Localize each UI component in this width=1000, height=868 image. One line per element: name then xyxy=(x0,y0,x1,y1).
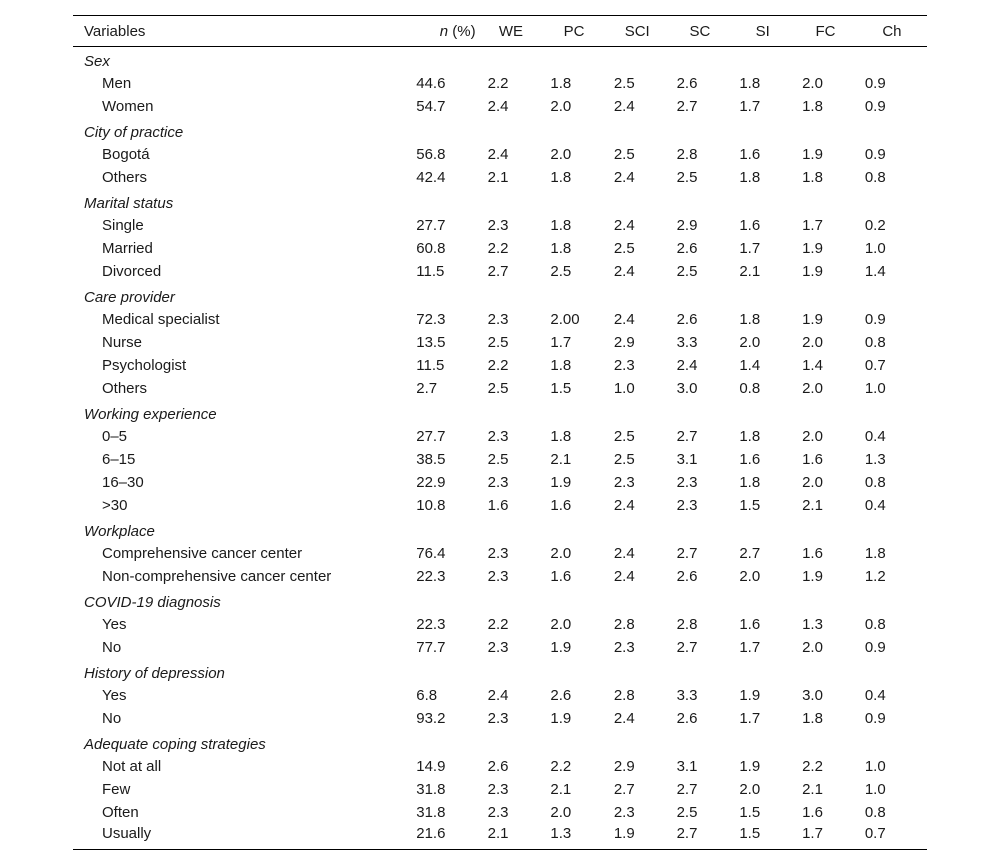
cell-sc: 3.3 xyxy=(676,333,698,351)
cell-pc: 2.5 xyxy=(550,262,572,280)
cell-fc: 3.0 xyxy=(802,686,823,704)
group-label: Sex xyxy=(84,52,110,70)
cell-ch: 0.7 xyxy=(857,824,927,850)
cell-sc: 2.7 xyxy=(676,427,698,445)
cell-si: 2.0 xyxy=(739,333,761,351)
cell-n-percent: 42.4 xyxy=(416,168,446,186)
cell-pc: 2.6 xyxy=(550,686,572,704)
cell-si: 1.6 xyxy=(739,615,761,633)
row-label: Psychologist xyxy=(102,356,187,374)
cell-sci: 2.8 xyxy=(613,615,635,633)
cell-sc: 2.8 xyxy=(676,615,698,633)
cell-sc: 2.5 xyxy=(676,803,698,821)
cell-n-percent: 44.6 xyxy=(416,74,446,92)
cell-sc: 2.6 xyxy=(676,239,698,257)
cell-pc: 2.0 xyxy=(550,803,572,821)
group-label: Workplace xyxy=(84,522,155,540)
cell-pc: 1.6 xyxy=(550,496,572,514)
cell-fc: 1.3 xyxy=(802,615,823,633)
table-row xyxy=(73,354,927,377)
table-row xyxy=(73,613,927,636)
cell-we: 2.4 xyxy=(487,686,509,704)
cell-ch: 0.9 xyxy=(864,310,886,328)
cell-ch: 0.4 xyxy=(864,686,886,704)
cell-fc: 2.0 xyxy=(802,638,823,656)
cell-we: 2.3 xyxy=(487,473,509,491)
cell-sci: 2.4 xyxy=(613,709,635,727)
cell-si: 2.0 xyxy=(739,780,761,798)
cell-n-percent: 6.8 xyxy=(416,686,438,704)
cell-si: 1.7 xyxy=(739,638,761,656)
cell-si: 1.5 xyxy=(739,803,761,821)
cell-fc: 2.2 xyxy=(802,757,823,775)
row-label: No xyxy=(102,709,122,727)
cell-si: 1.7 xyxy=(739,239,761,257)
cell-si: 1.8 xyxy=(739,74,761,92)
group-label: Adequate coping strategies xyxy=(84,735,266,753)
cell-ch: 0.9 xyxy=(864,145,886,163)
cell-fc: 2.0 xyxy=(802,473,823,491)
header-we: WE xyxy=(480,16,543,47)
cell-si: 1.4 xyxy=(739,356,761,374)
cell-ch: 0.8 xyxy=(864,333,886,351)
cell-pc: 2.0 xyxy=(550,544,572,562)
cell-n-percent: 10.8 xyxy=(416,496,446,514)
table-row xyxy=(73,778,927,801)
table-row xyxy=(73,542,927,565)
row-label: 6–15 xyxy=(102,450,136,468)
row-label: Men xyxy=(102,74,132,92)
row-label: No xyxy=(102,638,122,656)
cell-n-percent: 56.8 xyxy=(416,145,446,163)
row-label: Yes xyxy=(102,615,127,633)
cell-we: 2.6 xyxy=(487,757,509,775)
cell-n-percent: 76.4 xyxy=(416,544,446,562)
cell-si: 1.5 xyxy=(739,496,761,514)
cell-we: 2.3 xyxy=(487,544,509,562)
cell-si: 1.7 xyxy=(739,709,761,727)
table-row xyxy=(73,72,927,95)
cell-fc: 1.6 xyxy=(802,544,823,562)
cell-fc: 1.4 xyxy=(802,356,823,374)
cell-fc: 1.8 xyxy=(802,709,823,727)
cell-pc: 1.8 xyxy=(550,427,572,445)
cell-pc: 2.00 xyxy=(550,310,580,328)
cell-n-percent: 27.7 xyxy=(416,427,446,445)
row-label: Women xyxy=(102,97,154,115)
cell-fc: 1.6 xyxy=(802,450,823,468)
cell-n-percent: 22.3 xyxy=(416,567,446,585)
table-row xyxy=(73,95,927,118)
cell-si: 1.9 xyxy=(739,686,761,704)
cell-sci: 2.9 xyxy=(613,333,635,351)
cell-we: 2.3 xyxy=(487,567,509,585)
header-row xyxy=(73,16,927,47)
table-row xyxy=(73,755,927,778)
row-label: Medical specialist xyxy=(102,310,220,328)
cell-n-percent: 11.5 xyxy=(416,356,445,374)
cell-si: 1.6 xyxy=(739,450,761,468)
cell-pc: 2.1 xyxy=(550,450,572,468)
cell-sc: 2.5 xyxy=(676,262,698,280)
header-pc: PC xyxy=(542,16,605,47)
group-header-row xyxy=(73,659,927,684)
cell-sc: 2.5 xyxy=(676,168,698,186)
header-fc: FC xyxy=(794,16,857,47)
cell-ch: 0.9 xyxy=(864,709,886,727)
cell-n-percent: 2.7 xyxy=(416,379,438,397)
header-sci: SCI xyxy=(606,16,669,47)
row-label: Bogotá xyxy=(102,145,150,163)
cell-we: 2.3 xyxy=(487,803,509,821)
cell-fc: 2.0 xyxy=(802,333,823,351)
table-row xyxy=(73,308,927,331)
table-row xyxy=(73,425,927,448)
cell-ch: 0.4 xyxy=(864,427,886,445)
cell-we: 2.2 xyxy=(487,356,509,374)
table-row xyxy=(73,214,927,237)
cell-we: 2.3 xyxy=(487,709,509,727)
cell-ch: 1.0 xyxy=(864,239,886,257)
cell-we: 2.3 xyxy=(487,780,509,798)
table-row xyxy=(73,377,927,400)
cell-sc: 2.9 xyxy=(676,216,698,234)
cell-pc: 2.0 xyxy=(550,97,572,115)
group-label: Working experience xyxy=(84,405,217,423)
cell-fc: 2.0 xyxy=(802,379,823,397)
cell-we: 2.5 xyxy=(487,450,509,468)
cell-ch: 0.8 xyxy=(864,615,886,633)
row-label: Non-comprehensive cancer center xyxy=(102,567,332,585)
data-table xyxy=(73,15,927,850)
cell-sci: 2.4 xyxy=(613,168,635,186)
cell-sc: 3.1 xyxy=(676,757,698,775)
table-row xyxy=(73,684,927,707)
header-pct: (%) xyxy=(448,22,476,40)
table-row xyxy=(73,143,927,166)
row-label: 0–5 xyxy=(102,427,128,445)
cell-n-percent: 93.2 xyxy=(416,709,446,727)
cell-sci: 2.4 xyxy=(613,567,635,585)
row-label: Single xyxy=(102,216,144,234)
cell-si: 1.8 xyxy=(739,427,761,445)
cell-pc: 1.3 xyxy=(542,824,605,850)
cell-n-percent: 13.5 xyxy=(416,333,446,351)
header-sc: SC xyxy=(669,16,732,47)
cell-si: 1.7 xyxy=(739,97,761,115)
cell-we: 2.5 xyxy=(487,379,509,397)
cell-ch: 0.9 xyxy=(864,97,886,115)
group-header-row xyxy=(73,400,927,425)
cell-ch: 0.9 xyxy=(864,638,886,656)
cell-n-percent: 77.7 xyxy=(416,638,446,656)
cell-ch: 1.8 xyxy=(864,544,886,562)
table-row xyxy=(73,448,927,471)
row-label: Others xyxy=(102,379,148,397)
cell-n-percent: 54.7 xyxy=(416,97,446,115)
row-label: Often xyxy=(102,803,139,821)
cell-ch: 0.8 xyxy=(864,473,886,491)
cell-sci: 2.5 xyxy=(613,145,635,163)
cell-pc: 1.8 xyxy=(550,356,572,374)
cell-sci: 2.9 xyxy=(613,757,635,775)
cell-si: 2.1 xyxy=(739,262,761,280)
cell-sc: 2.8 xyxy=(676,145,698,163)
table-row xyxy=(73,471,927,494)
cell-fc: 2.0 xyxy=(802,74,823,92)
cell-sc: 2.7 xyxy=(669,824,732,850)
cell-pc: 1.9 xyxy=(550,638,572,656)
cell-sc: 2.6 xyxy=(676,74,698,92)
header-si: SI xyxy=(731,16,794,47)
cell-pc: 2.0 xyxy=(550,145,572,163)
cell-n-percent: 11.5 xyxy=(416,262,445,280)
cell-pc: 2.1 xyxy=(550,780,572,798)
table-row xyxy=(73,636,927,659)
cell-sci: 2.5 xyxy=(613,450,635,468)
cell-ch: 0.7 xyxy=(864,356,886,374)
cell-fc: 1.9 xyxy=(802,310,823,328)
cell-sci: 2.5 xyxy=(613,427,635,445)
row-label: >30 xyxy=(102,496,128,514)
group-header-row xyxy=(73,47,927,72)
table-row xyxy=(73,237,927,260)
cell-fc: 1.8 xyxy=(802,97,823,115)
header-ch: Ch xyxy=(857,16,927,47)
row-label: Nurse xyxy=(102,333,143,351)
cell-pc: 1.8 xyxy=(550,74,572,92)
cell-si: 1.6 xyxy=(739,145,761,163)
cell-pc: 1.9 xyxy=(550,709,572,727)
cell-ch: 1.2 xyxy=(864,567,886,585)
cell-si: 2.7 xyxy=(739,544,761,562)
cell-fc: 1.7 xyxy=(802,216,823,234)
cell-sc: 2.6 xyxy=(676,567,698,585)
cell-n-percent: 27.7 xyxy=(416,216,446,234)
cell-we: 2.3 xyxy=(487,427,509,445)
group-label: Care provider xyxy=(84,288,175,306)
cell-sci: 2.3 xyxy=(613,356,635,374)
group-header-row xyxy=(73,517,927,542)
cell-sc: 3.1 xyxy=(676,450,698,468)
cell-ch: 1.3 xyxy=(864,450,886,468)
cell-si: 1.8 xyxy=(739,310,761,328)
row-label: Usually xyxy=(73,824,412,850)
cell-sci: 2.4 xyxy=(613,97,635,115)
cell-ch: 1.0 xyxy=(864,780,886,798)
cell-ch: 0.2 xyxy=(864,216,886,234)
cell-fc: 2.1 xyxy=(802,780,823,798)
cell-we: 2.3 xyxy=(487,310,509,328)
cell-pc: 2.2 xyxy=(550,757,572,775)
cell-sci: 1.9 xyxy=(606,824,669,850)
cell-fc: 2.0 xyxy=(802,427,823,445)
cell-we: 2.4 xyxy=(487,145,509,163)
row-label: Comprehensive cancer center xyxy=(102,544,303,562)
table-row xyxy=(73,260,927,283)
cell-sci: 2.4 xyxy=(613,262,635,280)
cell-sci: 2.4 xyxy=(613,216,635,234)
cell-we: 2.2 xyxy=(487,74,509,92)
group-header-row xyxy=(73,118,927,143)
cell-we: 2.2 xyxy=(487,615,509,633)
cell-sci: 2.8 xyxy=(613,686,635,704)
cell-si: 0.8 xyxy=(739,379,761,397)
cell-sci: 2.4 xyxy=(613,544,635,562)
group-label: Marital status xyxy=(84,194,174,212)
row-label: Divorced xyxy=(102,262,162,280)
cell-ch: 1.0 xyxy=(864,379,886,397)
cell-sc: 2.6 xyxy=(676,310,698,328)
cell-ch: 1.4 xyxy=(864,262,886,280)
cell-ch: 1.0 xyxy=(864,757,886,775)
cell-ch: 0.8 xyxy=(864,803,886,821)
cell-fc: 1.9 xyxy=(802,239,823,257)
cell-sc: 2.7 xyxy=(676,780,698,798)
row-label: Few xyxy=(102,780,131,798)
cell-sci: 2.3 xyxy=(613,803,635,821)
cell-we: 2.1 xyxy=(480,824,543,850)
cell-we: 2.7 xyxy=(487,262,509,280)
cell-n-percent: 31.8 xyxy=(416,780,446,798)
cell-n-percent: 22.9 xyxy=(416,473,446,491)
cell-n-percent: 38.5 xyxy=(416,450,446,468)
group-header-row xyxy=(73,730,927,755)
cell-n-percent: 72.3 xyxy=(416,310,446,328)
cell-si: 1.6 xyxy=(739,216,761,234)
cell-pc: 1.9 xyxy=(550,473,572,491)
header-variables: Variables xyxy=(73,16,412,47)
cell-si: 2.0 xyxy=(739,567,761,585)
table-header xyxy=(73,16,927,47)
table-row xyxy=(73,331,927,354)
row-label: Married xyxy=(102,239,153,257)
cell-pc: 1.8 xyxy=(550,239,572,257)
cell-sci: 1.0 xyxy=(613,379,635,397)
cell-si: 1.8 xyxy=(739,473,761,491)
table-row xyxy=(73,801,927,824)
cell-sci: 2.3 xyxy=(613,473,635,491)
cell-we: 1.6 xyxy=(487,496,509,514)
row-label: Yes xyxy=(102,686,127,704)
cell-sci: 2.5 xyxy=(613,239,635,257)
cell-sci: 2.4 xyxy=(613,496,635,514)
cell-sc: 2.7 xyxy=(676,544,698,562)
cell-sc: 2.4 xyxy=(676,356,698,374)
cell-pc: 1.5 xyxy=(550,379,572,397)
cell-n-percent: 60.8 xyxy=(416,239,446,257)
cell-fc: 1.8 xyxy=(802,168,823,186)
table-row xyxy=(73,565,927,588)
cell-ch: 0.9 xyxy=(864,74,886,92)
cell-si: 1.9 xyxy=(739,757,761,775)
table-row xyxy=(73,166,927,189)
cell-fc: 2.1 xyxy=(802,496,823,514)
cell-we: 2.3 xyxy=(487,638,509,656)
cell-n-percent: 22.3 xyxy=(416,615,446,633)
cell-si: 1.8 xyxy=(739,168,761,186)
row-label: Not at all xyxy=(102,757,162,775)
cell-n-percent: 21.6 xyxy=(412,824,479,850)
cell-fc: 1.9 xyxy=(802,262,823,280)
cell-sci: 2.3 xyxy=(613,638,635,656)
table-body xyxy=(73,47,927,850)
table-row xyxy=(73,494,927,517)
cell-pc: 1.8 xyxy=(550,168,572,186)
cell-we: 2.2 xyxy=(487,239,509,257)
cell-fc: 1.9 xyxy=(802,567,823,585)
row-label: 16–30 xyxy=(102,473,144,491)
group-header-row xyxy=(73,588,927,613)
group-label: City of practice xyxy=(84,123,184,141)
cell-sci: 2.5 xyxy=(613,74,635,92)
cell-n-percent: 14.9 xyxy=(416,757,446,775)
header-n: n xyxy=(439,22,449,40)
cell-we: 2.5 xyxy=(487,333,509,351)
cell-ch: 0.4 xyxy=(864,496,886,514)
cell-sc: 2.7 xyxy=(676,97,698,115)
cell-sci: 2.4 xyxy=(613,310,635,328)
cell-sc: 3.3 xyxy=(676,686,698,704)
cell-fc: 1.9 xyxy=(802,145,823,163)
cell-si: 1.5 xyxy=(731,824,794,850)
cell-sc: 2.6 xyxy=(676,709,698,727)
group-header-row xyxy=(73,283,927,308)
cell-sc: 2.3 xyxy=(676,473,698,491)
cell-pc: 2.0 xyxy=(550,615,572,633)
cell-we: 2.3 xyxy=(487,216,509,234)
cell-pc: 1.7 xyxy=(550,333,572,351)
row-label: Others xyxy=(102,168,148,186)
cell-pc: 1.6 xyxy=(550,567,572,585)
cell-we: 2.1 xyxy=(487,168,509,186)
cell-pc: 1.8 xyxy=(550,216,572,234)
cell-ch: 0.8 xyxy=(864,168,886,186)
cell-sc: 2.3 xyxy=(676,496,698,514)
cell-fc: 1.7 xyxy=(794,824,857,850)
cell-sc: 2.7 xyxy=(676,638,698,656)
group-header-row xyxy=(73,189,927,214)
cell-sci: 2.7 xyxy=(613,780,635,798)
group-label: History of depression xyxy=(84,664,225,682)
cell-fc: 1.6 xyxy=(802,803,823,821)
table-row xyxy=(73,707,927,730)
cell-we: 2.4 xyxy=(487,97,509,115)
group-label: COVID-19 diagnosis xyxy=(84,593,221,611)
table-row xyxy=(73,824,927,850)
cell-sc: 3.0 xyxy=(676,379,698,397)
cell-n-percent: 31.8 xyxy=(416,803,446,821)
header-n-percent xyxy=(412,16,479,47)
